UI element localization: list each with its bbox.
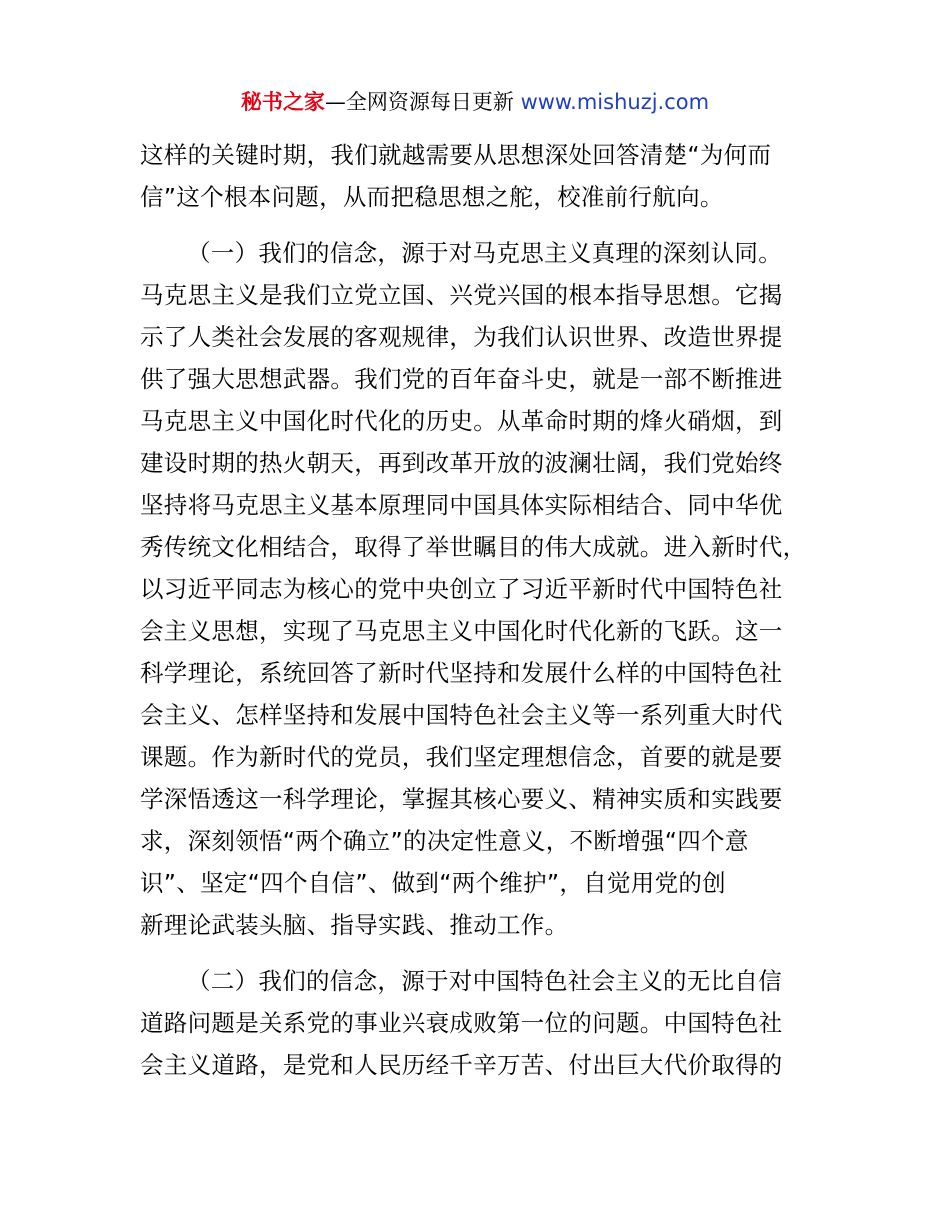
text-line: 这样的关键时期，我们就越需要从思想深处回答清楚“为何而 [140,141,772,169]
text-line: 马克思主义中国化时代化的历史。从革命时期的烽火硝烟，到 [140,407,783,435]
text-line: 会主义思想，实现了马克思主义中国化时代化新的飞跃。这一 [140,617,783,645]
paragraph-3 [140,960,820,1086]
text-line: 秀传统文化相结合，取得了举世瞩目的伟大成就。进入新时代， [140,533,807,561]
text-line: 会主义、怎样坚持和发展中国特色社会主义等一系列重大时代 [140,701,783,729]
site-tagline: —全网资源每日更新 [324,90,521,114]
site-url-link[interactable]: www.mishuzj.com [520,90,710,114]
text-line: 科学理论，系统回答了新时代坚持和发展什么样的中国特色社 [140,659,783,687]
text-line: 新理论武装头脑、指导实践、推动工作。 [140,911,569,939]
text-line: 建设时期的热火朝天，再到改革开放的波澜壮阔，我们党始终 [140,449,783,477]
document-body [140,134,820,1086]
text-line: 坚持将马克思主义基本原理同中国具体实际相结合、同中华优 [140,491,783,519]
text-line: 供了强大思想武器。我们党的百年奋斗史，就是一部不断推进 [140,365,783,393]
text-line: 学深悟透这一科学理论，掌握其核心要义、精神实质和实践要 [140,785,783,813]
text-line: 道路问题是关系党的事业兴衰成败第一位的问题。中国特色社 [140,1009,783,1037]
text-line: 马克思主义是我们立党立国、兴党兴国的根本指导思想。它揭 [140,281,783,309]
paragraph-1 [140,134,820,218]
text-line: 识”、坚定“四个自信”、做到“两个维护”，自觉用党的创 [140,869,726,897]
site-brand: 秘书之家 [240,90,325,114]
text-line: 求，深刻领悟“两个确立”的决定性意义，不断增强“四个意 [140,827,749,855]
text-line: 会主义道路，是党和人民历经千辛万苦、付出巨大代价取得的 [140,1051,783,1079]
section-heading-line: （二）我们的信念，源于对中国特色社会主义的无比自信 [187,967,782,995]
text-line: 信”这个根本问题，从而把稳思想之舵，校准前行航向。 [140,183,724,211]
paragraph-2 [140,232,820,946]
section-heading-line: （一）我们的信念，源于对马克思主义真理的深刻认同。 [187,239,782,267]
site-banner [0,86,950,118]
text-line: 课题。作为新时代的党员，我们坚定理想信念，首要的就是要 [140,743,783,771]
text-line: 以习近平同志为核心的党中央创立了习近平新时代中国特色社 [140,575,783,603]
text-line: 示了人类社会发展的客观规律，为我们认识世界、改造世界提 [140,323,783,351]
